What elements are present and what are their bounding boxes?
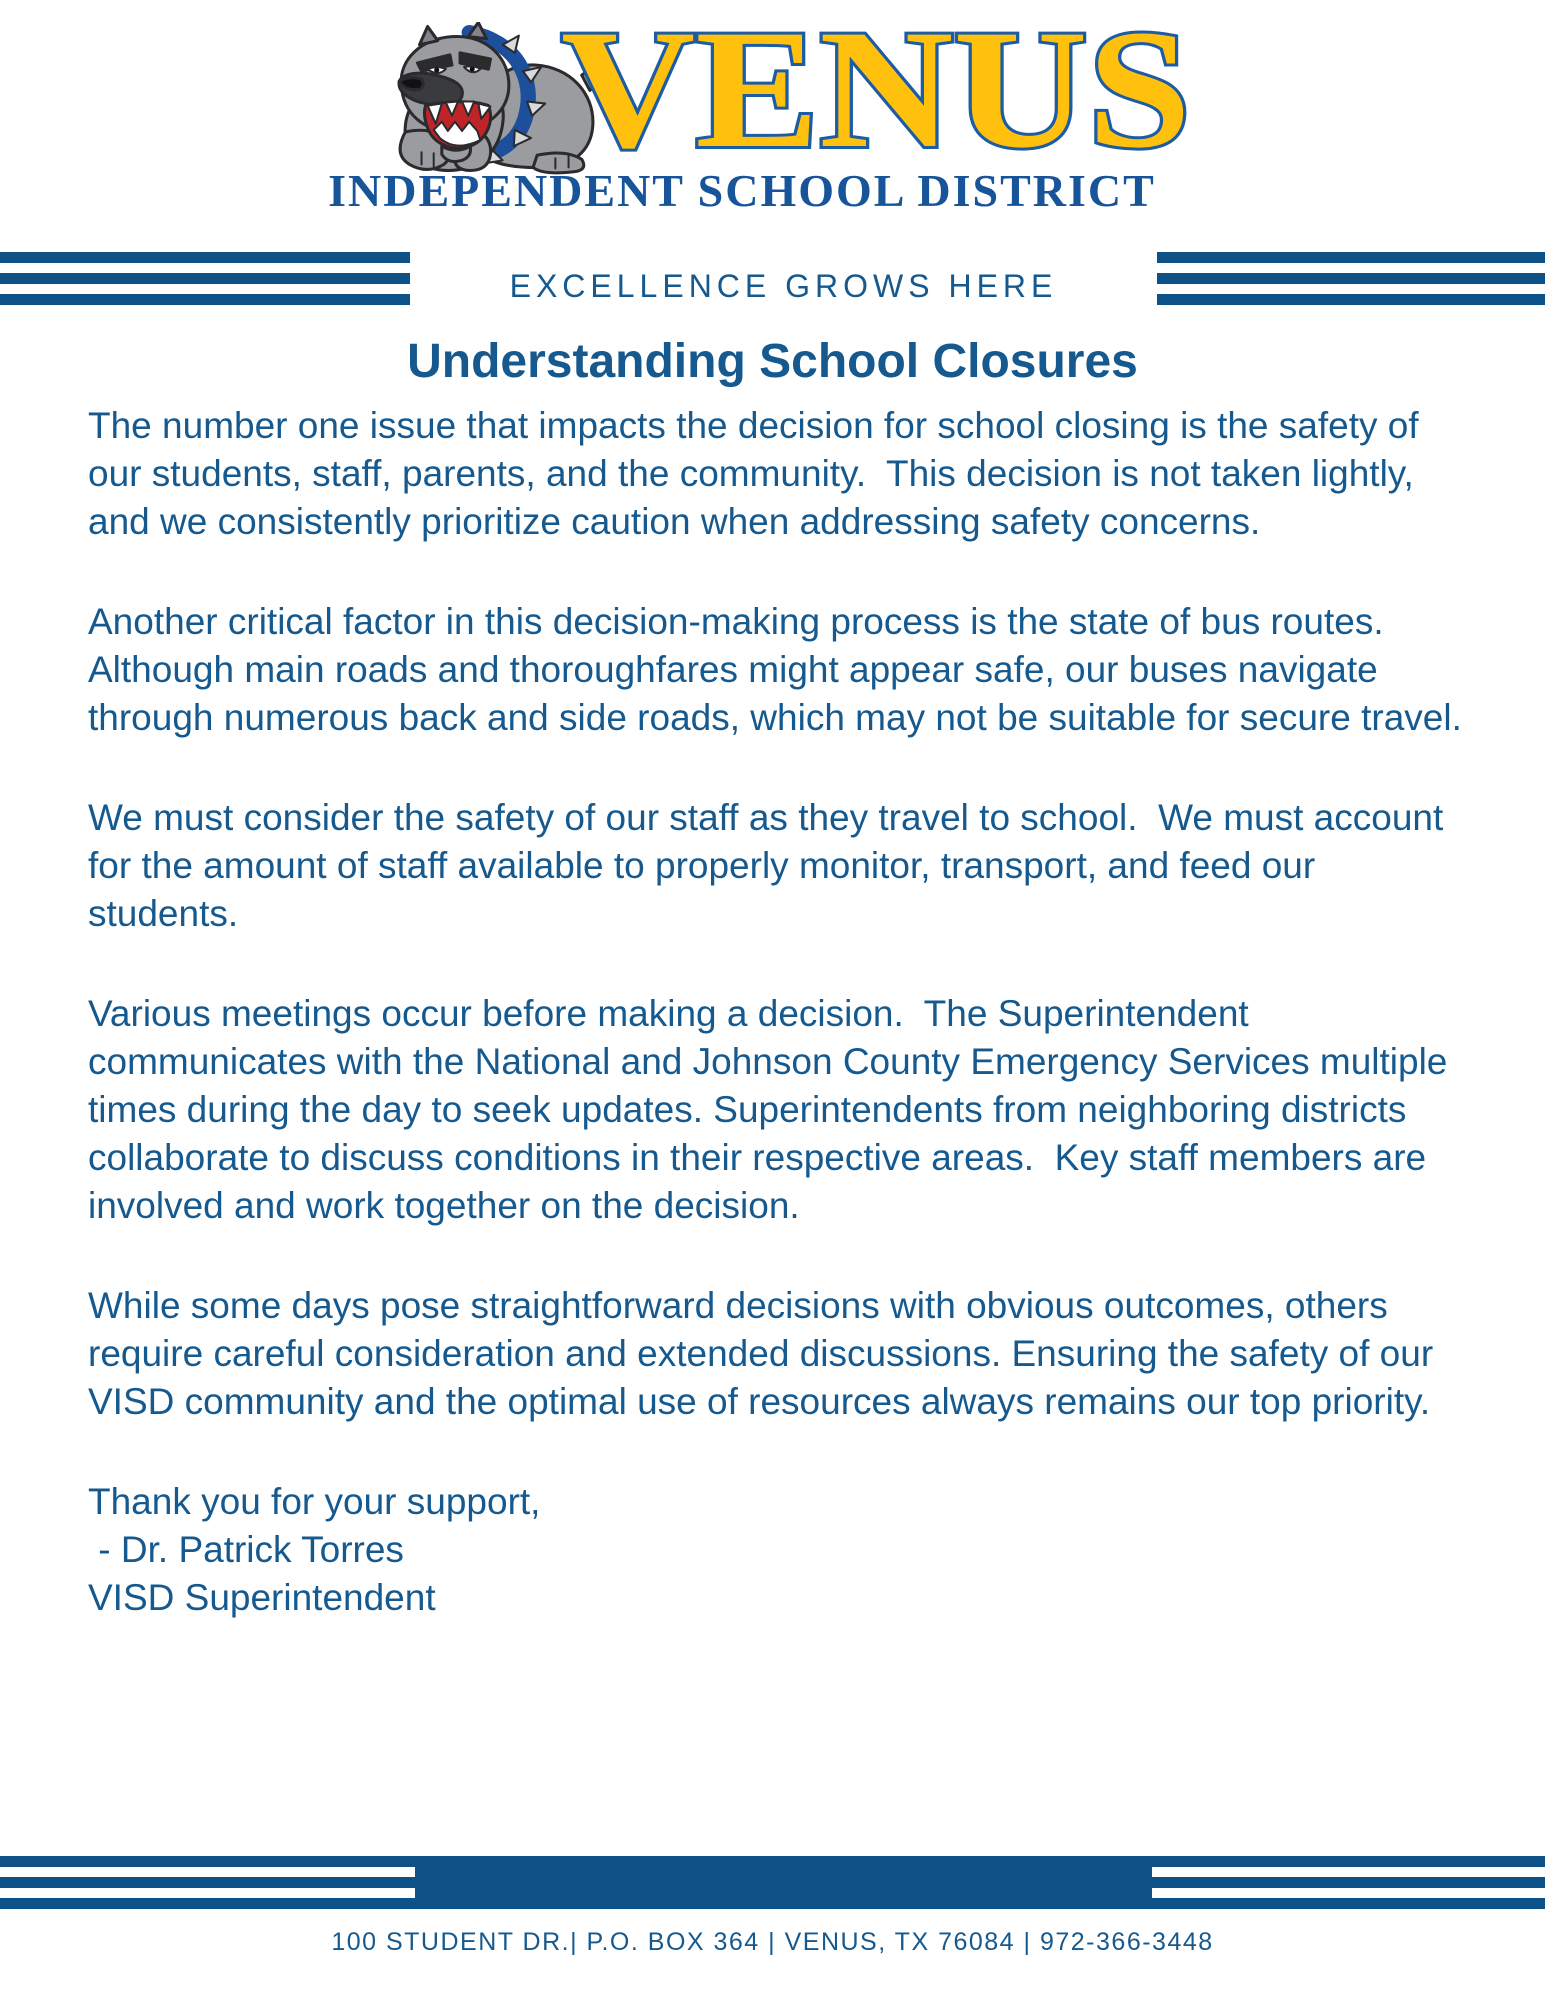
venus-wordmark-text: VENUS: [561, 8, 1191, 173]
paragraph: Various meetings occur before making a decision. The Superintendent communicates with the National and Johnson County Emergency Services multiple times during the day to seek updates. Superintendents from neighboring districts collaborate to discuss conditions in their respective areas. Key staff members are involved and work together on the decision.: [88, 993, 1458, 1226]
footer-band: [0, 1856, 1545, 1909]
footer-stripes-left: [0, 1856, 415, 1909]
district-logo: [0, 0, 1545, 245]
district-subtitle: INDEPENDENT SCHOOL DISTRICT: [328, 165, 1156, 216]
signature-name: - Dr. Patrick Torres: [88, 1529, 404, 1570]
paragraph: We must consider the safety of our staff as they travel to school. We must account for the amount of staff available to properly monitor, transport, and feed our students.: [88, 797, 1454, 934]
stripes-right: [1157, 252, 1545, 305]
footer-stripes-right: [1152, 1856, 1545, 1909]
letter-body: [88, 402, 1468, 1622]
signature-block: [88, 1478, 1468, 1622]
venus-wordmark: [552, 8, 1200, 173]
signature-thanks: Thank you for your support,: [88, 1481, 541, 1522]
page-title: Understanding School Closures: [407, 335, 1138, 388]
paragraph: While some days pose straightforward decisions with obvious outcomes, others require careful consideration and extended discussions. Ensuring the safety of our VISD community and the optimal use of resources always remains our top priority.: [88, 1285, 1444, 1422]
tagline-container: [410, 252, 1157, 305]
paragraph: The number one issue that impacts the decision for school closing is the safety of our students, staff, parents, and the community. This decision is not taken lightly, and we consistently prioritize caution when addressing safety concerns.: [88, 405, 1429, 542]
tagline-band: [0, 252, 1545, 305]
paragraph: Another critical factor in this decision-making process is the state of bus routes. Although main roads and thoroughfares might appear safe, our buses navigate through numerous back and side roads, which may not be suitable for secure travel.: [88, 601, 1462, 738]
signature-role: VISD Superintendent: [88, 1577, 436, 1618]
stripes-left: [0, 252, 410, 305]
footer-address: 100 STUDENT DR.| P.O. BOX 364 | VENUS, TX 76084 | 972-366-3448: [331, 1928, 1214, 1956]
tagline-text: EXCELLENCE GROWS HERE: [509, 268, 1058, 304]
footer-band-center-block: [415, 1856, 1152, 1909]
